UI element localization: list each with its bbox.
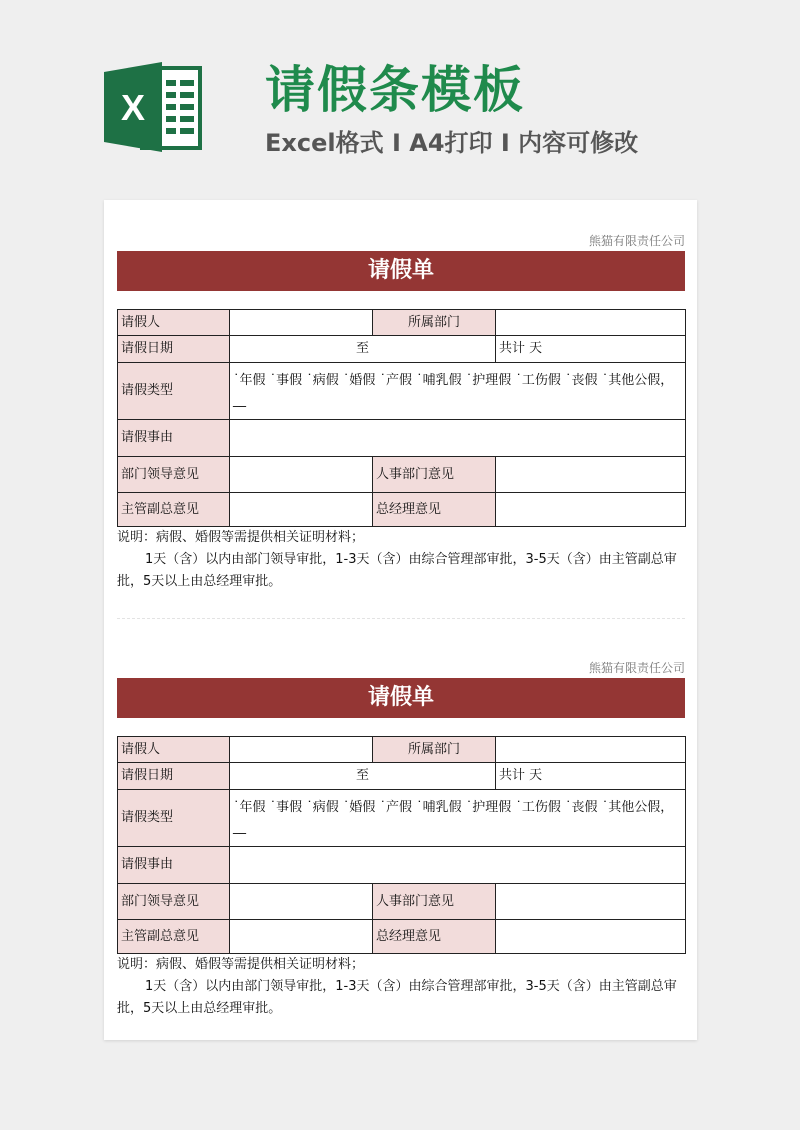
excel-logo-icon	[104, 62, 204, 152]
department-label: 所属部门	[373, 310, 496, 336]
form-divider	[117, 618, 685, 619]
page-header	[0, 0, 800, 190]
leave-type-options[interactable]: ˙年假 ˙事假 ˙病假 ˙婚假 ˙产假 ˙哺乳假 ˙护理假 ˙工伤假 ˙丧假 ˙其他公假，__	[230, 363, 686, 420]
company-name: 熊猫有限责任公司	[588, 661, 685, 675]
department-label: 所属部门	[373, 737, 496, 763]
leave-type-label: 请假类型	[118, 790, 230, 847]
applicant-label: 请假人	[118, 737, 230, 763]
total-days-field[interactable]: 共计 天	[496, 763, 686, 790]
dept-leader-opinion-label: 部门领导意见	[118, 884, 230, 920]
page-subtitle: Excel格式 I A4打印 I 内容可修改	[265, 129, 639, 157]
gm-opinion-label: 总经理意见	[373, 920, 496, 954]
company-name: 熊猫有限责任公司	[588, 234, 685, 248]
leave-form-table	[117, 736, 686, 954]
dept-leader-opinion-field[interactable]	[230, 457, 373, 493]
form-note: 说明：病假、婚假等需提供相关证明材料；	[117, 530, 365, 545]
form-note: 说明：病假、婚假等需提供相关证明材料；	[117, 957, 365, 972]
leave-reason-label: 请假事由	[118, 847, 230, 884]
supervisor-opinion-field[interactable]	[230, 493, 373, 527]
page-title: 请假条模板	[265, 61, 525, 119]
leave-form	[117, 233, 685, 593]
dept-leader-opinion-label: 部门领导意见	[118, 457, 230, 493]
gm-opinion-field[interactable]	[496, 920, 686, 954]
leave-reason-field[interactable]	[230, 420, 686, 457]
hr-opinion-field[interactable]	[496, 884, 686, 920]
leave-reason-field[interactable]	[230, 847, 686, 884]
approval-rules: 1天（含）以内由部门领导审批，1-3天（含）由综合管理部审批，3-5天（含）由主管副总审批，5天以上由总经理审批。	[117, 979, 677, 1016]
leave-date-label: 请假日期	[118, 336, 230, 363]
leave-date-label: 请假日期	[118, 763, 230, 790]
document-page	[104, 200, 697, 1040]
form-banner: 请假单	[117, 678, 685, 718]
leave-date-field[interactable]: 至	[230, 336, 496, 363]
leave-type-options[interactable]: ˙年假 ˙事假 ˙病假 ˙婚假 ˙产假 ˙哺乳假 ˙护理假 ˙工伤假 ˙丧假 ˙其他公假，__	[230, 790, 686, 847]
gm-opinion-label: 总经理意见	[373, 493, 496, 527]
applicant-field[interactable]	[230, 737, 373, 763]
dept-leader-opinion-field[interactable]	[230, 884, 373, 920]
applicant-field[interactable]	[230, 310, 373, 336]
total-days-field[interactable]: 共计 天	[496, 336, 686, 363]
supervisor-opinion-label: 主管副总意见	[118, 920, 230, 954]
leave-type-label: 请假类型	[118, 363, 230, 420]
leave-reason-label: 请假事由	[118, 420, 230, 457]
department-field[interactable]	[496, 737, 686, 763]
supervisor-opinion-field[interactable]	[230, 920, 373, 954]
applicant-label: 请假人	[118, 310, 230, 336]
logo-letter: X	[120, 87, 146, 128]
leave-form-table	[117, 309, 686, 527]
approval-rules: 1天（含）以内由部门领导审批，1-3天（含）由综合管理部审批，3-5天（含）由主管副总审批，5天以上由总经理审批。	[117, 552, 677, 589]
department-field[interactable]	[496, 310, 686, 336]
supervisor-opinion-label: 主管副总意见	[118, 493, 230, 527]
leave-date-field[interactable]: 至	[230, 763, 496, 790]
hr-opinion-label: 人事部门意见	[373, 457, 496, 493]
gm-opinion-field[interactable]	[496, 493, 686, 527]
hr-opinion-field[interactable]	[496, 457, 686, 493]
form-banner: 请假单	[117, 251, 685, 291]
leave-form	[117, 660, 685, 1020]
hr-opinion-label: 人事部门意见	[373, 884, 496, 920]
